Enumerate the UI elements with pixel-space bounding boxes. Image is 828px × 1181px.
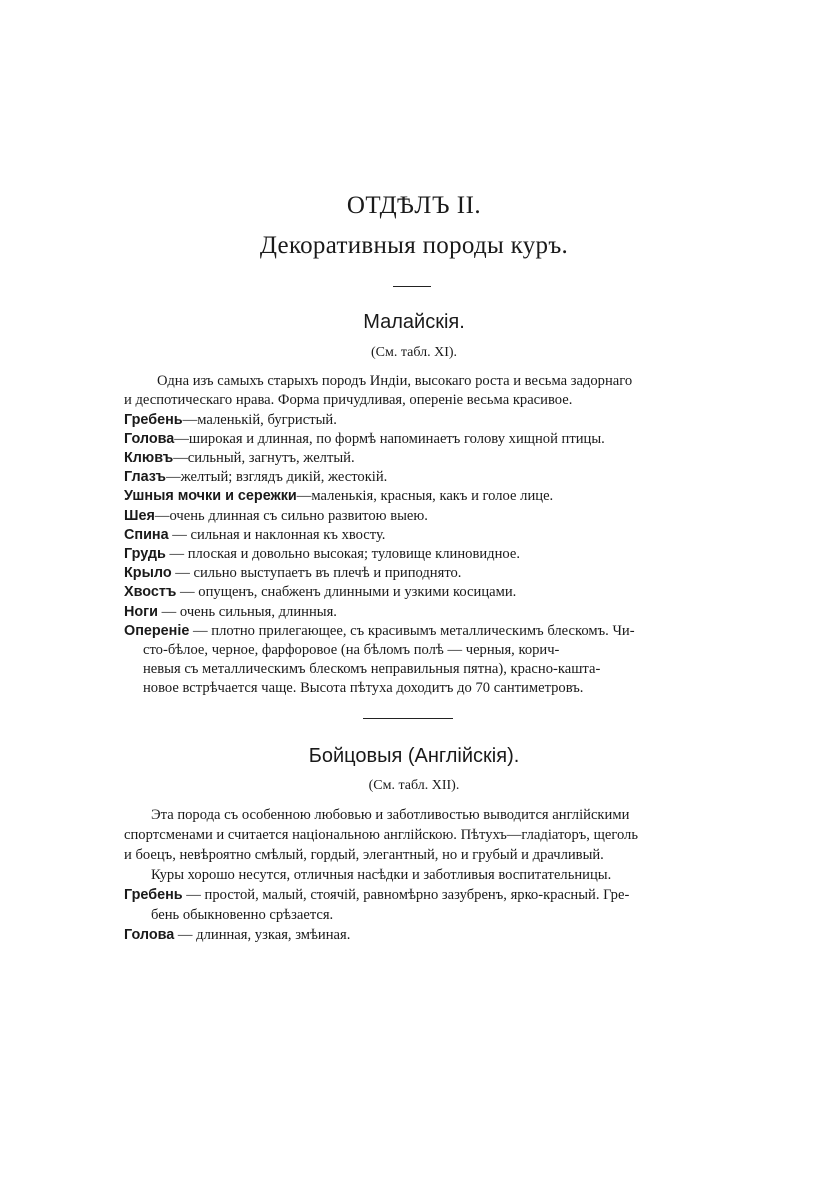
- title-divider: [393, 286, 431, 287]
- trait-term: Шея: [124, 508, 155, 524]
- trait-entry: [124, 430, 605, 448]
- continuation-line: невыя съ металлическимъ блескомъ неправильныя пятна), красно-кашта-: [143, 661, 601, 677]
- intro-line: Одна изъ самыхъ старыхъ породъ Индіи, высокаго роста и весьма задорнаго: [157, 373, 633, 389]
- trait-description: —широкая и длинная, по формѣ напоминаетъ голову хищной птицы.: [174, 431, 605, 447]
- trait-entry: [124, 926, 350, 944]
- plate-reference-malay: (См. табл. XI).: [370, 345, 458, 360]
- trait-term: Гребень: [124, 412, 183, 428]
- section-divider: [363, 718, 453, 719]
- intro-line: Куры хорошо несутся, отличныя насѣдки и заботливыя воспитательницы.: [151, 867, 612, 883]
- trait-entry: [124, 583, 516, 601]
- intro-line: спортсменами и считается національною англійскою. Пѣтухъ—гладіаторъ, щеголь: [124, 827, 638, 843]
- trait-entry: [124, 622, 635, 640]
- trait-entry: [124, 468, 387, 486]
- trait-description: —маленькій, бугристый.: [182, 412, 337, 428]
- trait-entry: [124, 411, 337, 429]
- section-title-game: Бойцовыя (Англійскія).: [308, 745, 520, 767]
- trait-description: — простой, малый, стоячій, равномѣрно зазубренъ, ярко-красный. Гре-: [182, 887, 630, 903]
- intro-line: и деспотическаго нрава. Форма причудливая, опереніе весьма красивое.: [124, 392, 573, 408]
- trait-description: — длинная, узкая, змѣиная.: [174, 927, 351, 943]
- trait-term: Спина: [124, 527, 169, 543]
- trait-term: Хвостъ: [124, 584, 177, 600]
- trait-description: —сильный, загнутъ, желтый.: [173, 450, 355, 466]
- plate-reference-game: (См. табл. XII).: [368, 778, 460, 793]
- trait-term: Гребень: [124, 887, 183, 903]
- trait-entry: [124, 564, 461, 582]
- trait-term: Глазъ: [124, 469, 167, 485]
- section-title-malay: Малайскія.: [363, 311, 465, 333]
- trait-term: Голова: [124, 927, 175, 943]
- trait-term: Ноги: [124, 604, 159, 620]
- trait-entry: [124, 487, 553, 505]
- trait-term: Опереніе: [124, 623, 190, 639]
- trait-description: — плоская и довольно высокая; туловище клиновидное.: [165, 546, 520, 562]
- trait-description: — опущенъ, снабженъ длинными и узкими косицами.: [176, 584, 517, 600]
- trait-term: Ушныя мочки и сережки: [124, 488, 297, 504]
- trait-description: — сильная и наклонная къ хвосту.: [168, 527, 386, 543]
- trait-term: Грудь: [124, 546, 166, 562]
- trait-entry: [124, 545, 520, 563]
- trait-term: Клювъ: [124, 450, 174, 466]
- trait-entry: [124, 886, 629, 904]
- trait-description: —желтый; взглядъ дикій, жестокій.: [166, 469, 388, 485]
- continuation-line: бень обыкновенно срѣзается.: [151, 907, 334, 923]
- trait-entry: [124, 603, 337, 621]
- trait-term: Голова: [124, 431, 175, 447]
- main-title: Декоративныя породы куръ.: [259, 232, 569, 259]
- part-title: ОТДѢЛЪ II.: [346, 192, 482, 219]
- trait-entry: [124, 449, 355, 467]
- trait-description: — плотно прилегающее, съ красивымъ металлическимъ блескомъ. Чи-: [189, 623, 635, 639]
- trait-description: — очень сильныя, длинныя.: [158, 604, 337, 620]
- trait-description: — сильно выступаетъ въ плечѣ и приподнято.: [171, 565, 462, 581]
- trait-entry: [124, 507, 428, 525]
- continuation-line: новое встрѣчается чаще. Высота пѣтуха доходитъ до 70 сантиметровъ.: [143, 680, 584, 696]
- intro-line: Эта порода съ особенною любовью и заботливостью выводится англійскими: [151, 807, 630, 823]
- trait-entry: [124, 526, 385, 544]
- trait-term: Крыло: [124, 565, 172, 581]
- trait-description: —маленькія, красныя, какъ и голое лице.: [296, 488, 554, 504]
- intro-line: и боецъ, невѣроятно смѣлый, гордый, элегантный, но и грубый и драчливый.: [124, 847, 604, 863]
- trait-description: —очень длинная съ сильно развитою выею.: [154, 508, 428, 524]
- continuation-line: сто-бѣлое, черное, фарфоровое (на бѣломъ полѣ — черныя, корич-: [143, 642, 560, 658]
